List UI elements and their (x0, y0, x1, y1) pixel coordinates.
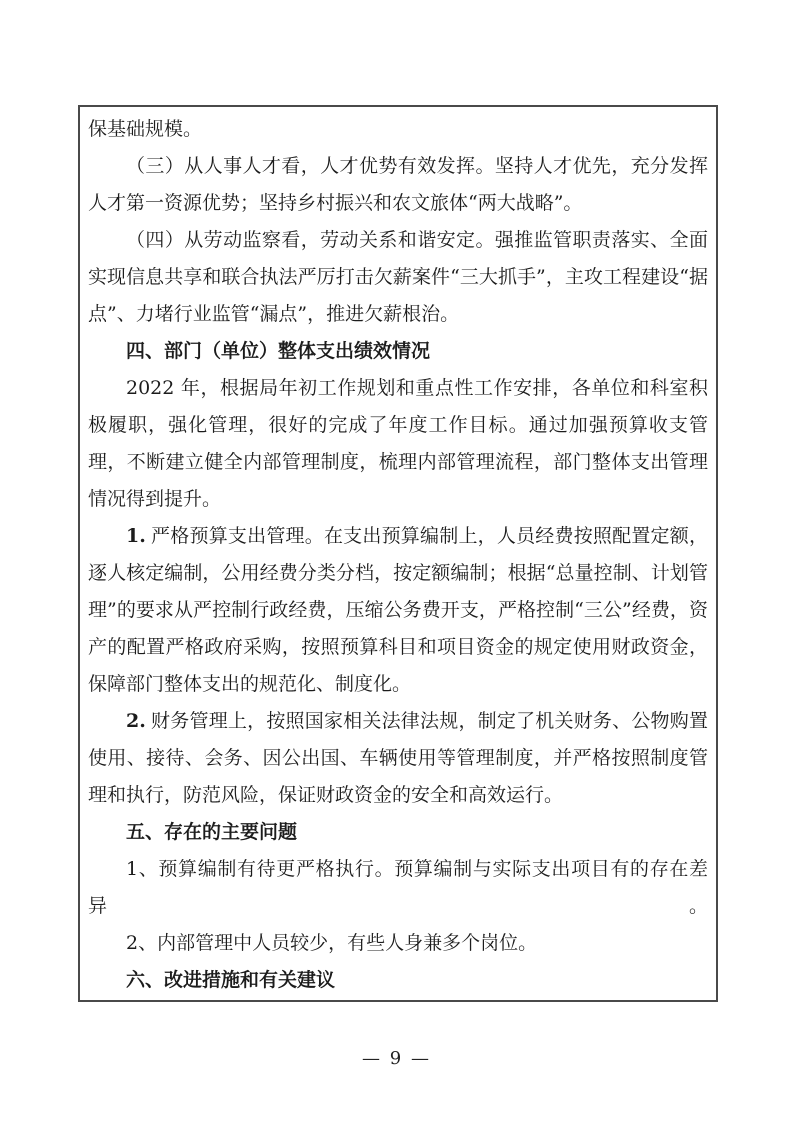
section-heading-4: 四、部门（单位）整体支出绩效情况 (126, 340, 431, 362)
body-paragraph: （四）从劳动监察看，劳动关系和谐安定。强推监管职责落实、全面实现信息共享和联合执法严厉打击欠薪案件“三大抓手”，主攻工程建设“据点”、力堵行业监管“漏点”，推进欠薪根治。 (88, 229, 708, 325)
body-paragraph: 1、预算编制有待更严格执行。预算编制与实际支出项目有的存在差异。 (88, 858, 708, 917)
page-number: — 9 — (362, 1048, 431, 1069)
body-paragraph-continuation: 保基础规模。 (88, 118, 203, 140)
body-paragraph: （三）从人事人才看，人才优势有效发挥。坚持人才优先，充分发挥人才第一资源优势；坚持乡村振兴和农文旅体“两大战略”。 (88, 155, 708, 214)
numbered-paragraph-text: 财务管理上，按照国家相关法律法规，制定了机关财务、公物购置使用、接待、会务、因公出国、车辆使用等管理制度，并严格按照制度管理和执行，防范风险，保证财政资金的安全和高效运行。 (88, 710, 708, 806)
body-paragraph: 2、内部管理中人员较少，有些人身兼多个岗位。 (126, 932, 538, 954)
body-paragraph: 2022 年，根据局年初工作规划和重点性工作安排，各单位和科室积极履职，强化管理，很好的完成了年度工作目标。通过加强预算收支管理，不断建立健全内部管理制度，梳理内部管理流程，部门整体支出管理情况得到提升。 (88, 377, 708, 510)
numbered-paragraph-text: 严格预算支出管理。在支出预算编制上，人员经费按照配置定额，逐人核定编制，公用经费分类分档，按定额编制；根据“总量控制、计划管理”的要求从严控制行政经费，压缩公务费开支，严格控制“三公”经费，资产的配置严格政府采购，按照预算科目和项目资金的规定使用财政资金，保障部门整体支出的规范化、制度化。 (88, 525, 708, 695)
list-number: 1. (126, 525, 146, 547)
numbered-paragraph (88, 518, 708, 703)
section-heading-6: 六、改进措施和有关建议 (126, 969, 336, 991)
body-paragraph-continues-next-page (88, 999, 708, 1002)
document-table-cell (78, 105, 718, 1002)
section-heading-5: 五、存在的主要问题 (126, 821, 298, 843)
numbered-paragraph (88, 703, 708, 814)
list-number: 2. (126, 710, 146, 732)
